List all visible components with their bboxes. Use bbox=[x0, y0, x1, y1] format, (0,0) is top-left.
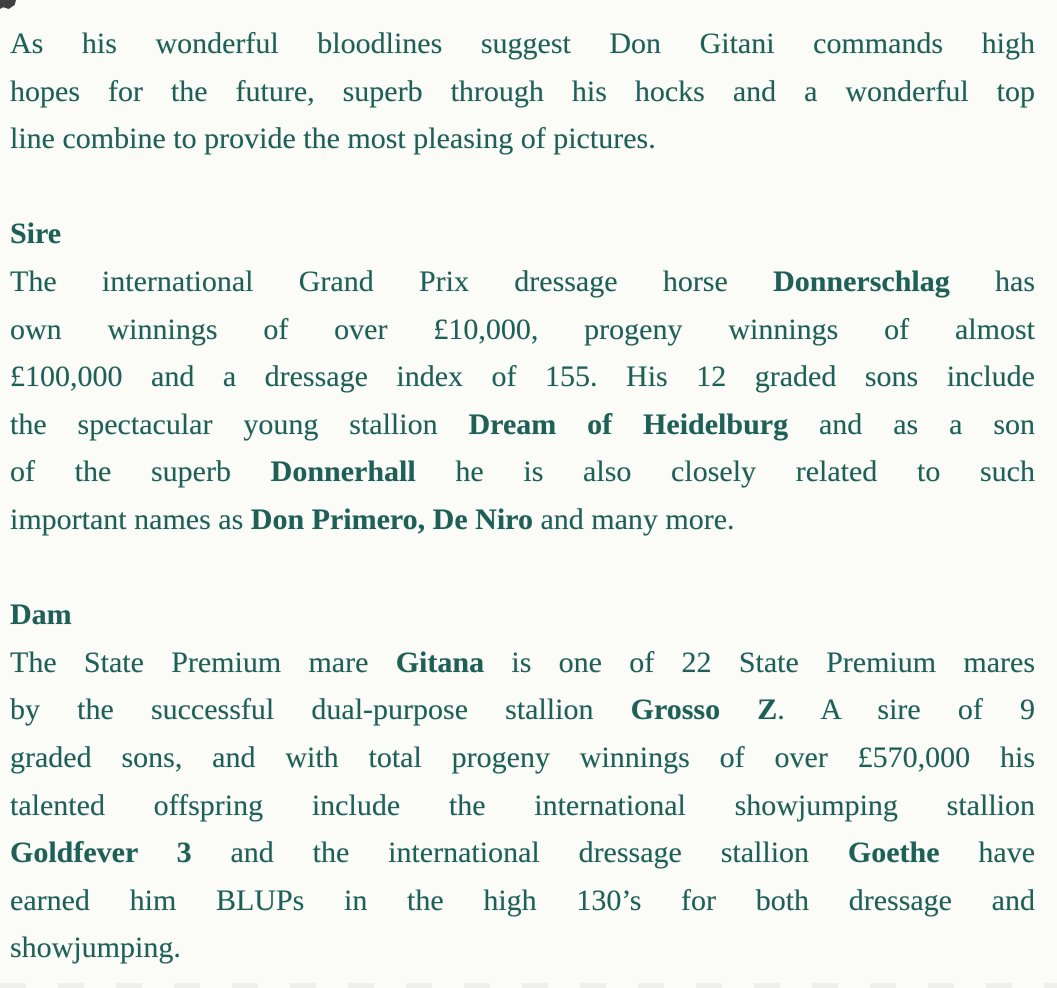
text-line bbox=[10, 115, 1035, 163]
text-line bbox=[10, 258, 1035, 306]
bold-name-text: Don Primero, De Niro bbox=[250, 502, 533, 536]
text-segment: is one of 22 State Premium mares bbox=[484, 645, 1035, 679]
text-segment: the spectacular young stallion bbox=[10, 407, 469, 441]
text-segment: As his wonderful bloodlines suggest Don Gitani commands high bbox=[10, 27, 1035, 60]
paragraph-spacer bbox=[10, 544, 1035, 592]
text-segment: important names as bbox=[10, 502, 251, 536]
paragraph bbox=[10, 591, 1035, 972]
text-segment: has bbox=[949, 264, 1035, 298]
text-line bbox=[10, 829, 1035, 877]
text-segment: The international Grand Prix dressage horse bbox=[10, 264, 774, 298]
text-segment: and as a son bbox=[788, 407, 1035, 441]
section-heading: Sire bbox=[10, 217, 62, 251]
text-line bbox=[10, 924, 1035, 972]
text-line bbox=[10, 353, 1035, 401]
text-line bbox=[10, 782, 1035, 830]
bold-name-text: Goethe bbox=[847, 836, 940, 870]
text-segment: and many more. bbox=[532, 502, 735, 536]
bold-name-text: Grosso Z bbox=[630, 693, 778, 727]
paragraph bbox=[10, 20, 1035, 163]
text-segment: hopes for the future, superb through his hocks and a wonderful top bbox=[10, 74, 1035, 108]
paragraph bbox=[10, 210, 1035, 543]
text-segment: of the superb bbox=[10, 455, 271, 489]
text-segment: own winnings of over £10,000, progeny winnings of almost bbox=[10, 312, 1035, 346]
text-segment: talented offspring include the international showjumping stallion bbox=[10, 788, 1035, 822]
text-segment: earned him BLUPs in the high 130’s for both dressage and bbox=[10, 883, 1035, 917]
bold-name-text: Goldfever 3 bbox=[10, 836, 192, 870]
text-segment: The State Premium mare bbox=[10, 645, 396, 679]
text-line bbox=[10, 401, 1035, 449]
bold-name-text: Gitana bbox=[395, 645, 485, 679]
text-line bbox=[10, 877, 1035, 925]
text-line bbox=[10, 448, 1035, 496]
paragraph-spacer bbox=[10, 163, 1035, 211]
text-line bbox=[10, 639, 1035, 687]
text-segment: have bbox=[939, 836, 1035, 870]
section-heading: Dam bbox=[10, 598, 72, 632]
text-segment: he is also closely related to such bbox=[415, 455, 1035, 489]
bold-name-text: Donnerschlag bbox=[773, 264, 950, 298]
text-segment: showjumping. bbox=[10, 931, 181, 965]
text-segment: by the successful dual-purpose stallion bbox=[10, 693, 631, 727]
text-line bbox=[10, 734, 1035, 782]
text-line bbox=[10, 686, 1035, 734]
text-line bbox=[10, 496, 1035, 544]
text-line bbox=[10, 68, 1035, 116]
scan-artifact-bottom-edge bbox=[0, 983, 1057, 988]
text-segment: line combine to provide the most pleasing of pictures. bbox=[10, 122, 656, 156]
text-segment: graded sons, and with total progeny winnings of over £570,000 his bbox=[10, 740, 1035, 774]
text-line bbox=[10, 306, 1035, 354]
text-segment: . A sire of 9 bbox=[777, 693, 1035, 727]
text-line bbox=[10, 20, 1035, 68]
bold-name-text: Dream of Heidelburg bbox=[468, 407, 789, 441]
text-segment: and the international dressage stallion bbox=[191, 836, 848, 870]
bold-name-text: Donnerhall bbox=[270, 455, 416, 489]
text-segment: £100,000 and a dressage index of 155. His 12 graded sons include bbox=[10, 360, 1035, 394]
